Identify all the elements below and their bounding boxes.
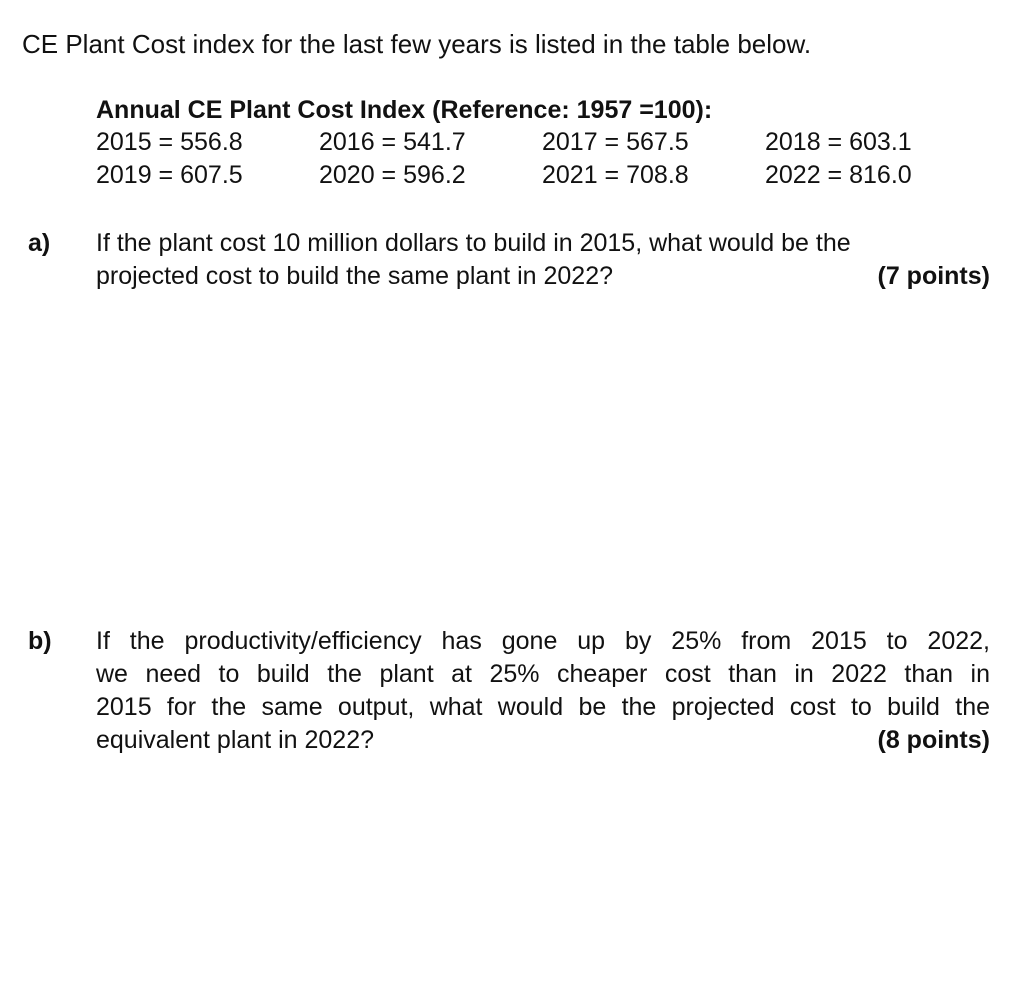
intro-text: CE Plant Cost index for the last few years is listed in the table below. <box>22 29 812 59</box>
question-body <box>96 625 990 757</box>
question-label: b) <box>28 627 52 655</box>
question-body <box>96 227 990 293</box>
index-entry-2017: 2017 = 567.5 <box>542 128 689 156</box>
question-last-line <box>96 724 990 757</box>
index-entry-2022: 2022 = 816.0 <box>765 161 912 189</box>
index-entry-2016: 2016 = 541.7 <box>319 128 466 156</box>
question-line: If the plant cost 10 million dollars to build in 2015, what would be the <box>96 229 851 257</box>
index-entry-2015: 2015 = 556.8 <box>96 128 243 156</box>
question-line: projected cost to build the same plant in 2022? <box>96 262 614 290</box>
index-entry-2018: 2018 = 603.1 <box>765 128 912 156</box>
index-entry-2019: 2019 = 607.5 <box>96 161 243 189</box>
question-line: If the productivity/efficiency has gone up by 25% from 2015 to 2022, <box>96 627 990 655</box>
index-table-title: Annual CE Plant Cost Index (Reference: 1957 =100): <box>96 96 713 124</box>
index-entry-2021: 2021 = 708.8 <box>542 161 689 189</box>
question-line: equivalent plant in 2022? <box>96 726 375 754</box>
index-entry-2020: 2020 = 596.2 <box>319 161 466 189</box>
points-label: (8 points) <box>877 726 990 754</box>
question-label: a) <box>28 229 51 257</box>
index-grid <box>96 126 976 192</box>
question-line: 2015 for the same output, what would be the projected cost to build the <box>96 693 990 721</box>
question-a <box>28 227 990 293</box>
question-line: we need to build the plant at 25% cheaper cost than in 2022 than in <box>96 660 990 688</box>
question-b <box>28 625 990 757</box>
cost-index-table <box>96 94 976 192</box>
points-label: (7 points) <box>877 262 990 290</box>
question-last-line <box>96 260 990 293</box>
